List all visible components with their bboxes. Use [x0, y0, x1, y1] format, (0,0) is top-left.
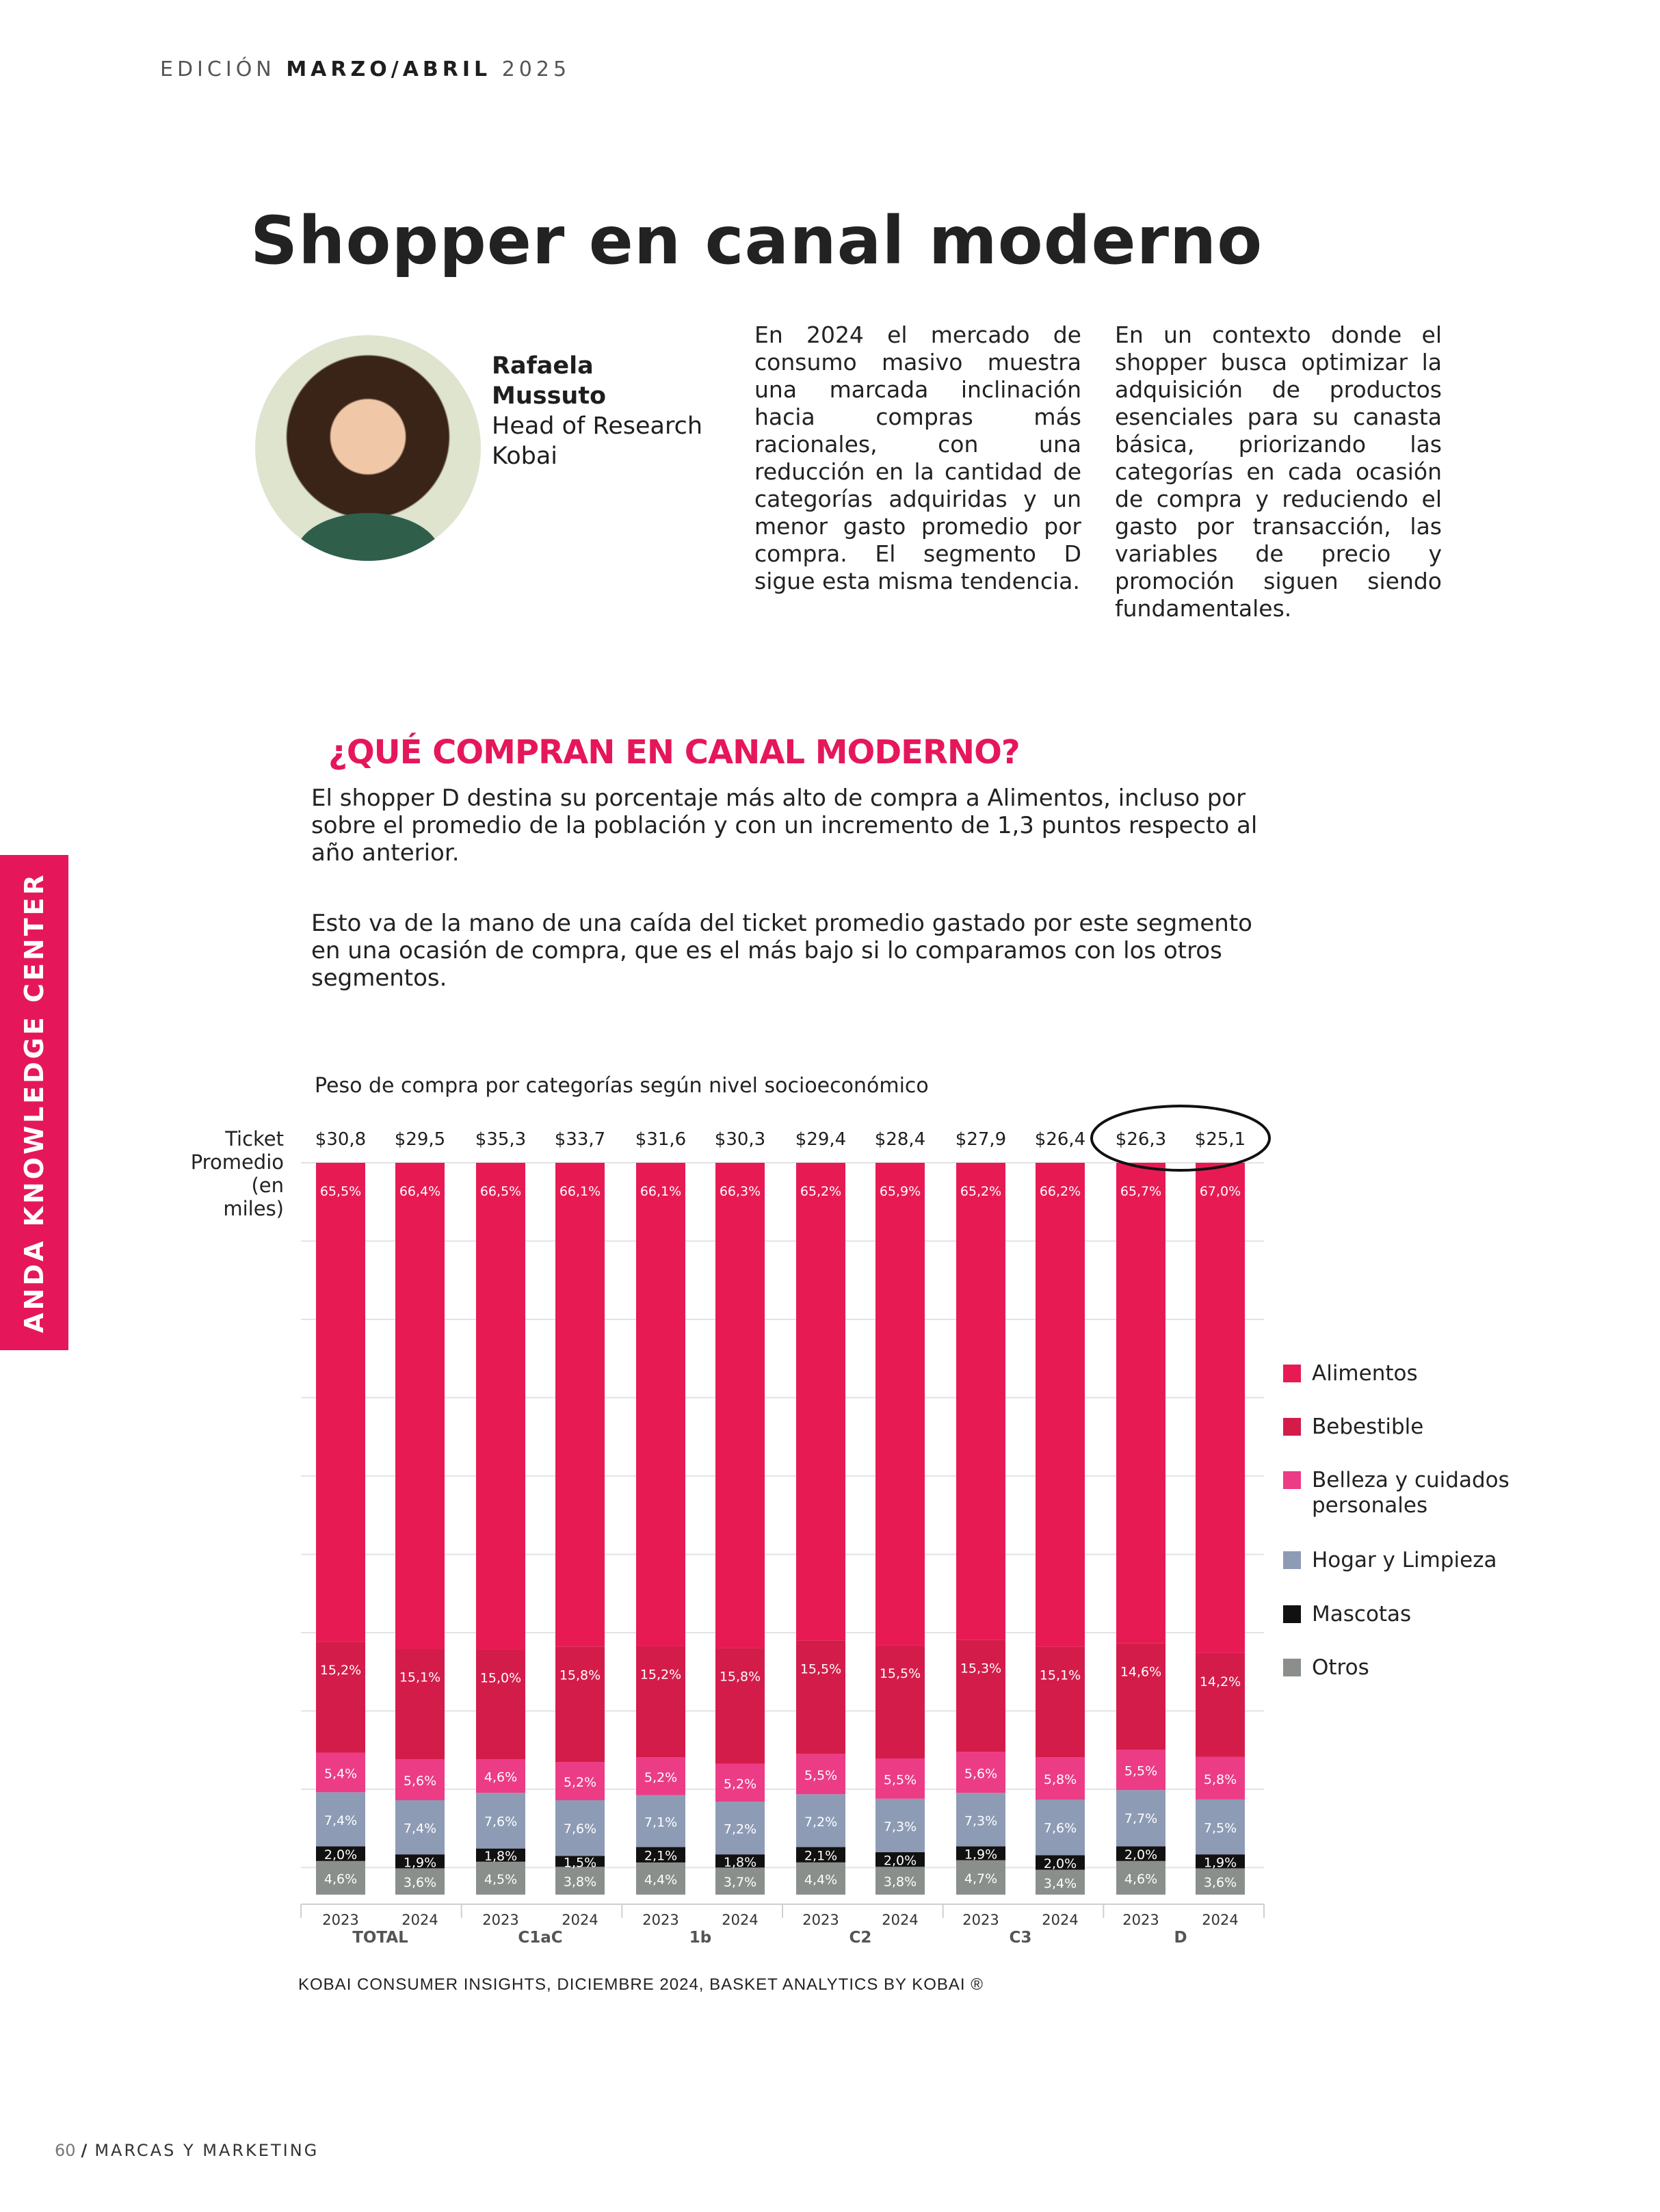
bar-value-label: 66,2% [1039, 1184, 1081, 1199]
bar-segment-bebestible [1036, 1647, 1085, 1757]
legend-label: Belleza y cuidados personales [1312, 1468, 1510, 1518]
ticket-value: $26,3 [1115, 1129, 1167, 1150]
bar-value-label: 7,1% [644, 1815, 678, 1830]
x-tick-label: 2024 [722, 1912, 759, 1928]
x-tick-label: 2024 [1042, 1912, 1079, 1928]
legend-label: Bebestible [1312, 1414, 1424, 1439]
legend-item [1283, 1655, 1529, 1681]
x-tick-label: 2024 [401, 1912, 438, 1928]
chart-bars [316, 1163, 1245, 1895]
bar-value-label: 1,8% [723, 1854, 757, 1870]
bar-value-label: 5,2% [563, 1775, 597, 1791]
bar-value-label: 7,4% [403, 1821, 437, 1836]
group-label: D [1174, 1929, 1187, 1947]
group-label: TOTAL [352, 1929, 408, 1947]
legend-swatch [1283, 1365, 1301, 1382]
bar-value-label: 7,4% [324, 1813, 358, 1828]
legend-label: Otros [1312, 1655, 1369, 1680]
bar-value-label: 15,5% [800, 1661, 842, 1677]
bar-value-label: 15,2% [319, 1663, 362, 1678]
bar-value-label: 2,0% [883, 1853, 917, 1869]
bar-value-label: 3,4% [1043, 1875, 1077, 1891]
bar-value-label: 15,2% [640, 1667, 682, 1683]
bar-value-label: 15,1% [399, 1670, 441, 1685]
ticket-value: $33,7 [554, 1129, 606, 1150]
bar-segment-alimentos [395, 1163, 445, 1648]
bar-value-label: 14,2% [1199, 1674, 1241, 1689]
legend-swatch [1283, 1471, 1301, 1489]
side-tab-label: ANDA KNOWLEDGE CENTER [19, 872, 49, 1333]
bar-value-label: 4,6% [1124, 1871, 1158, 1887]
bar-value-label: 5,8% [1043, 1772, 1077, 1788]
x-tick-label: 2024 [882, 1912, 919, 1928]
legend-item [1283, 1602, 1529, 1627]
bar-value-label: 65,2% [960, 1184, 1002, 1199]
bar-value-label: 1,9% [1203, 1855, 1237, 1871]
bar-value-label: 65,5% [319, 1184, 362, 1199]
bar-value-label: 7,3% [883, 1819, 917, 1834]
bar-value-label: 15,1% [1039, 1668, 1081, 1683]
bar-segment-alimentos [555, 1163, 605, 1646]
section-paragraph-2: Esto va de la mano de una caída del ticket promedio gastado por este segmento en una ocasión de compra, que es el más bajo si lo comparamos con los otros segmentos. [311, 910, 1252, 992]
bar-value-label: 15,8% [559, 1668, 601, 1683]
x-tick-label: 2023 [322, 1912, 359, 1928]
bar-value-label: 7,3% [964, 1813, 998, 1829]
ticket-value: $27,9 [955, 1129, 1007, 1150]
bar-value-label: 3,6% [1203, 1875, 1237, 1891]
bar-value-label: 1,8% [484, 1849, 518, 1865]
bar-segment-alimentos [796, 1163, 845, 1640]
bar-value-label: 67,0% [1199, 1184, 1241, 1199]
intro-column-1: En 2024 el mercado de consumo masivo muestra una marcada inclinación hacia compras más racionales, con una reducción en la cantidad de categorías adquiridas y un menor gasto promedio por compra. El segmento D sigue esta misma tendencia. [754, 321, 1081, 594]
chart-source: KOBAI CONSUMER INSIGHTS, DICIEMBRE 2024, BASKET ANALYTICS BY KOBAI ® [298, 1975, 984, 1994]
group-label: C2 [849, 1929, 872, 1947]
bar-value-label: 65,9% [879, 1184, 921, 1199]
bar-segment-alimentos [715, 1163, 765, 1648]
ticket-axis-label: Ticket Promedio (en miles) [190, 1127, 284, 1220]
bar-value-label: 2,0% [1043, 1856, 1077, 1871]
bar-segment-bebestible [555, 1646, 605, 1762]
edition-year: 2025 [501, 57, 571, 81]
bar-value-label: 5,4% [324, 1766, 358, 1782]
x-tick-label: 2024 [562, 1912, 598, 1928]
ticket-value: $28,4 [874, 1129, 926, 1150]
bar-value-label: 5,2% [723, 1776, 757, 1792]
bar-value-label: 1,9% [964, 1847, 998, 1862]
bar-segment-alimentos [636, 1163, 685, 1646]
bar-value-label: 2,1% [804, 1848, 838, 1864]
page-number: 60 [55, 2141, 76, 2160]
publication-name: MARCAS Y MARKETING [94, 2141, 319, 2160]
legend-item [1283, 1414, 1529, 1440]
bar-value-label: 7,5% [1203, 1820, 1237, 1836]
bar-value-label: 7,6% [563, 1821, 597, 1836]
x-tick-label: 2023 [1122, 1912, 1159, 1928]
bar-segment-alimentos [476, 1163, 525, 1650]
bar-value-label: 3,6% [403, 1875, 437, 1891]
bar-segment-bebestible [1196, 1653, 1245, 1757]
x-tick-label: 2023 [482, 1912, 519, 1928]
ticket-value: $35,3 [475, 1129, 527, 1150]
ticket-value: $31,6 [635, 1129, 687, 1150]
bar-segment-bebestible [476, 1650, 525, 1760]
bar-value-label: 65,2% [800, 1184, 842, 1199]
bar-value-label: 2,0% [324, 1847, 358, 1863]
ticket-value: $30,3 [714, 1129, 766, 1150]
bar-value-label: 4,6% [484, 1769, 518, 1785]
x-tick-label: 2023 [642, 1912, 679, 1928]
bar-segment-bebestible [875, 1645, 925, 1759]
bar-value-label: 2,1% [644, 1848, 678, 1864]
author-role: Head of Research [492, 412, 703, 440]
bar-value-label: 66,3% [719, 1184, 761, 1199]
bar-value-label: 15,0% [479, 1670, 522, 1686]
legend-item [1283, 1548, 1529, 1573]
bar-value-label: 4,6% [324, 1871, 358, 1887]
bar-value-label: 3,8% [563, 1874, 597, 1890]
bar-value-label: 3,7% [723, 1875, 757, 1891]
edition-month: MARZO/ABRIL [286, 57, 492, 81]
bar-value-label: 7,6% [484, 1814, 518, 1830]
bar-value-label: 7,2% [804, 1814, 838, 1830]
x-tick-label: 2024 [1202, 1912, 1239, 1928]
page-footer: 60 / MARCAS Y MARKETING [55, 2141, 319, 2160]
bar-segment-bebestible [715, 1648, 765, 1763]
x-tick-label: 2023 [802, 1912, 839, 1928]
legend-item [1283, 1468, 1529, 1518]
bar-value-label: 1,9% [403, 1855, 437, 1871]
legend-item [1283, 1361, 1529, 1386]
bar-value-label: 7,6% [1043, 1821, 1077, 1836]
bar-segment-alimentos [875, 1163, 925, 1645]
bar-segment-alimentos [316, 1163, 365, 1642]
ticket-value: $26,4 [1034, 1129, 1086, 1150]
author-last-name: Mussuto [492, 382, 607, 410]
bar-segment-bebestible [1116, 1643, 1165, 1750]
section-paragraph-1: El shopper D destina su porcentaje más alto de compra a Alimentos, incluso por sobre el promedio de la población y con un incremento de 1,3 puntos respecto al año anterior. [311, 785, 1258, 867]
bar-value-label: 1,5% [563, 1855, 597, 1871]
bar-value-label: 5,6% [403, 1774, 437, 1789]
bar-segment-bebestible [796, 1640, 845, 1754]
legend-label: Hogar y Limpieza [1312, 1548, 1497, 1572]
bar-value-label: 14,6% [1120, 1664, 1162, 1680]
legend-label: Mascotas [1312, 1602, 1412, 1627]
bar-segment-alimentos [1036, 1163, 1085, 1647]
bar-value-label: 7,7% [1124, 1811, 1158, 1827]
bar-segment-alimentos [1196, 1163, 1245, 1653]
ticket-value: $25,1 [1194, 1129, 1246, 1150]
bar-value-label: 66,5% [479, 1184, 522, 1199]
bar-segment-alimentos [1116, 1163, 1165, 1643]
legend-swatch [1283, 1605, 1301, 1623]
author-company: Kobai [492, 443, 558, 470]
bar-value-label: 5,5% [883, 1772, 917, 1788]
bar-value-label: 5,5% [1124, 1763, 1158, 1779]
bar-value-label: 4,4% [804, 1872, 838, 1888]
ticket-value: $29,4 [795, 1129, 847, 1150]
bar-value-label: 15,3% [960, 1661, 1002, 1676]
bar-value-label: 66,1% [640, 1184, 682, 1199]
bar-segment-bebestible [395, 1648, 445, 1759]
bar-value-label: 15,5% [879, 1666, 921, 1682]
bar-value-label: 66,4% [399, 1184, 441, 1199]
bar-value-label: 66,1% [559, 1184, 601, 1199]
bar-value-label: 5,2% [644, 1769, 678, 1785]
bar-value-label: 7,2% [723, 1821, 757, 1837]
legend-swatch [1283, 1418, 1301, 1436]
page-title: Shopper en canal moderno [250, 202, 1263, 279]
legend-swatch [1283, 1551, 1301, 1569]
bar-value-label: 15,8% [719, 1669, 761, 1685]
bar-value-label: 65,7% [1120, 1184, 1162, 1199]
legend-label: Alimentos [1312, 1361, 1418, 1386]
bar-value-label: 2,0% [1124, 1847, 1158, 1863]
bar-segment-alimentos [956, 1163, 1005, 1640]
group-label: C3 [1009, 1929, 1032, 1947]
section-title: ¿QUÉ COMPRAN EN CANAL MODERNO? [328, 733, 1020, 772]
x-tick-label: 2023 [962, 1912, 999, 1928]
bar-value-label: 4,7% [964, 1871, 998, 1886]
legend-swatch [1283, 1659, 1301, 1676]
intro-column-2: En un contexto donde el shopper busca optimizar la adquisición de productos esenciales para su canasta básica, priorizando las categorías en cada ocasión de compra y reduciendo el gasto por transacción, las variables de precio y promoción siguen siendo fundamentales. [1115, 321, 1442, 622]
ticket-value: $29,5 [394, 1129, 446, 1150]
bar-value-label: 3,8% [883, 1874, 917, 1890]
bar-segment-bebestible [316, 1642, 365, 1752]
bar-segment-bebestible [636, 1646, 685, 1757]
author-first-name: Rafaela [492, 352, 594, 380]
bar-value-label: 5,8% [1203, 1772, 1237, 1787]
bar-value-label: 4,5% [484, 1871, 518, 1887]
chart-title: Peso de compra por categorías según nivel socioeconómico [315, 1074, 929, 1098]
group-label: C1aC [518, 1929, 563, 1947]
bar-value-label: 5,6% [964, 1766, 998, 1782]
bar-value-label: 4,4% [644, 1872, 678, 1888]
edition-prefix: EDICIÓN [160, 57, 276, 81]
ticket-value: $30,8 [315, 1129, 367, 1150]
bar-segment-bebestible [956, 1640, 1005, 1752]
group-label: 1b [689, 1929, 712, 1947]
bar-value-label: 5,5% [804, 1767, 838, 1783]
